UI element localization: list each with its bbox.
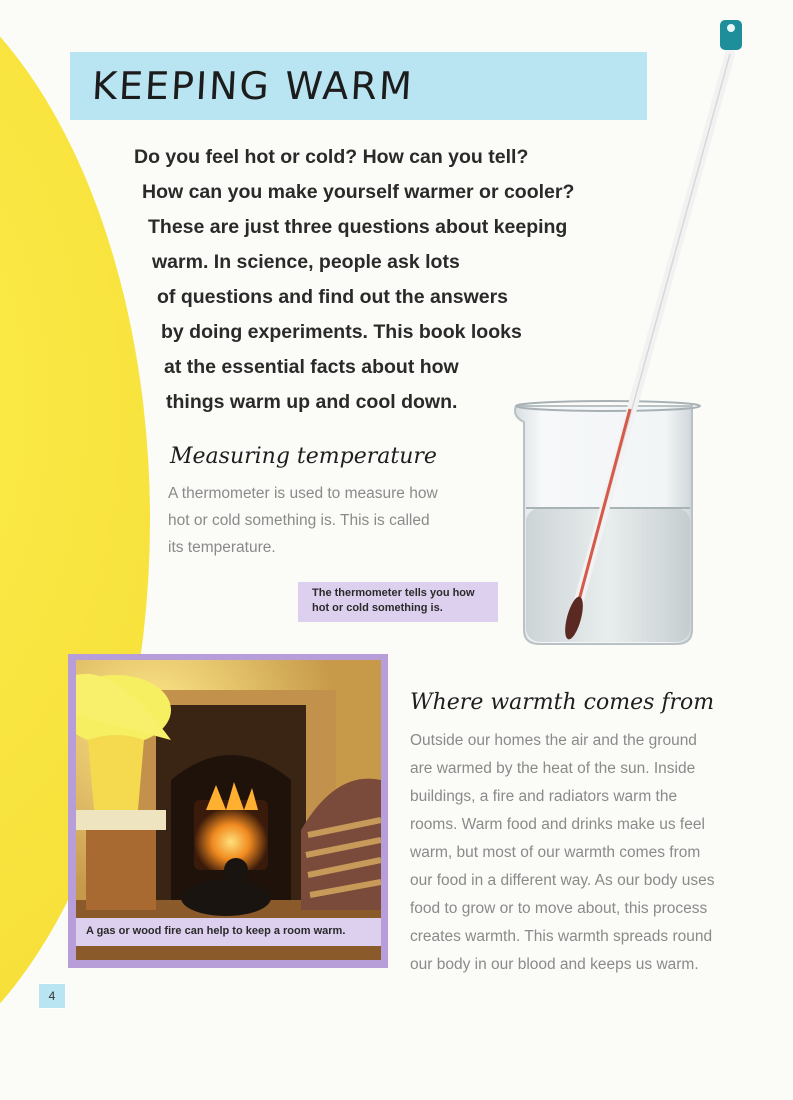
caption-line: The thermometer tells you how	[312, 587, 475, 599]
warmth-line: food to grow or to move about, this process	[410, 900, 708, 917]
intro-line: by doing experiments. This book looks	[161, 321, 522, 343]
warmth-line: are warmed by the heat of the sun. Inside	[410, 760, 696, 777]
fireplace-photo	[76, 660, 381, 960]
intro-line: Do you feel hot or cold? How can you tell?	[134, 146, 529, 168]
warmth-text	[410, 727, 714, 979]
warmth-line: Outside our homes the air and the ground	[410, 732, 697, 749]
warmth-line: creates warmth. This warmth spreads round	[410, 928, 713, 945]
measuring-line: its temperature.	[168, 539, 276, 556]
intro-line: of questions and find out the answers	[157, 286, 509, 308]
intro-line: at the essential facts about how	[164, 356, 459, 378]
page-title: KEEPING WARM	[90, 64, 415, 108]
measuring-text	[168, 480, 438, 561]
warmth-heading: Where warmth comes from	[410, 690, 715, 715]
warmth-line: our body in our blood and keeps us warm.	[410, 956, 699, 973]
warmth-line: rooms. Warm food and drinks make us feel	[410, 816, 705, 833]
measuring-line: A thermometer is used to measure how	[168, 485, 438, 502]
intro-line: warm. In science, people ask lots	[152, 251, 460, 273]
intro-line: How can you make yourself warmer or cooler?	[142, 181, 575, 203]
thermometer-illustration	[540, 14, 760, 644]
caption-line: hot or cold something is.	[312, 602, 443, 614]
warmth-line: warm, but most of our warmth comes from	[410, 844, 701, 861]
intro-line: These are just three questions about keeping	[148, 216, 568, 238]
warmth-line: our food in a different way. As our body uses	[410, 872, 715, 889]
photo-caption: A gas or wood fire can help to keep a room warm.	[76, 918, 381, 946]
measuring-line: hot or cold something is. This is called	[168, 512, 430, 529]
page-number: 4	[38, 983, 66, 1009]
intro-line: things warm up and cool down.	[166, 391, 458, 413]
warmth-line: buildings, a fire and radiators warm the	[410, 788, 678, 805]
measuring-heading: Measuring temperature	[170, 444, 437, 469]
thermometer-caption	[298, 582, 498, 622]
